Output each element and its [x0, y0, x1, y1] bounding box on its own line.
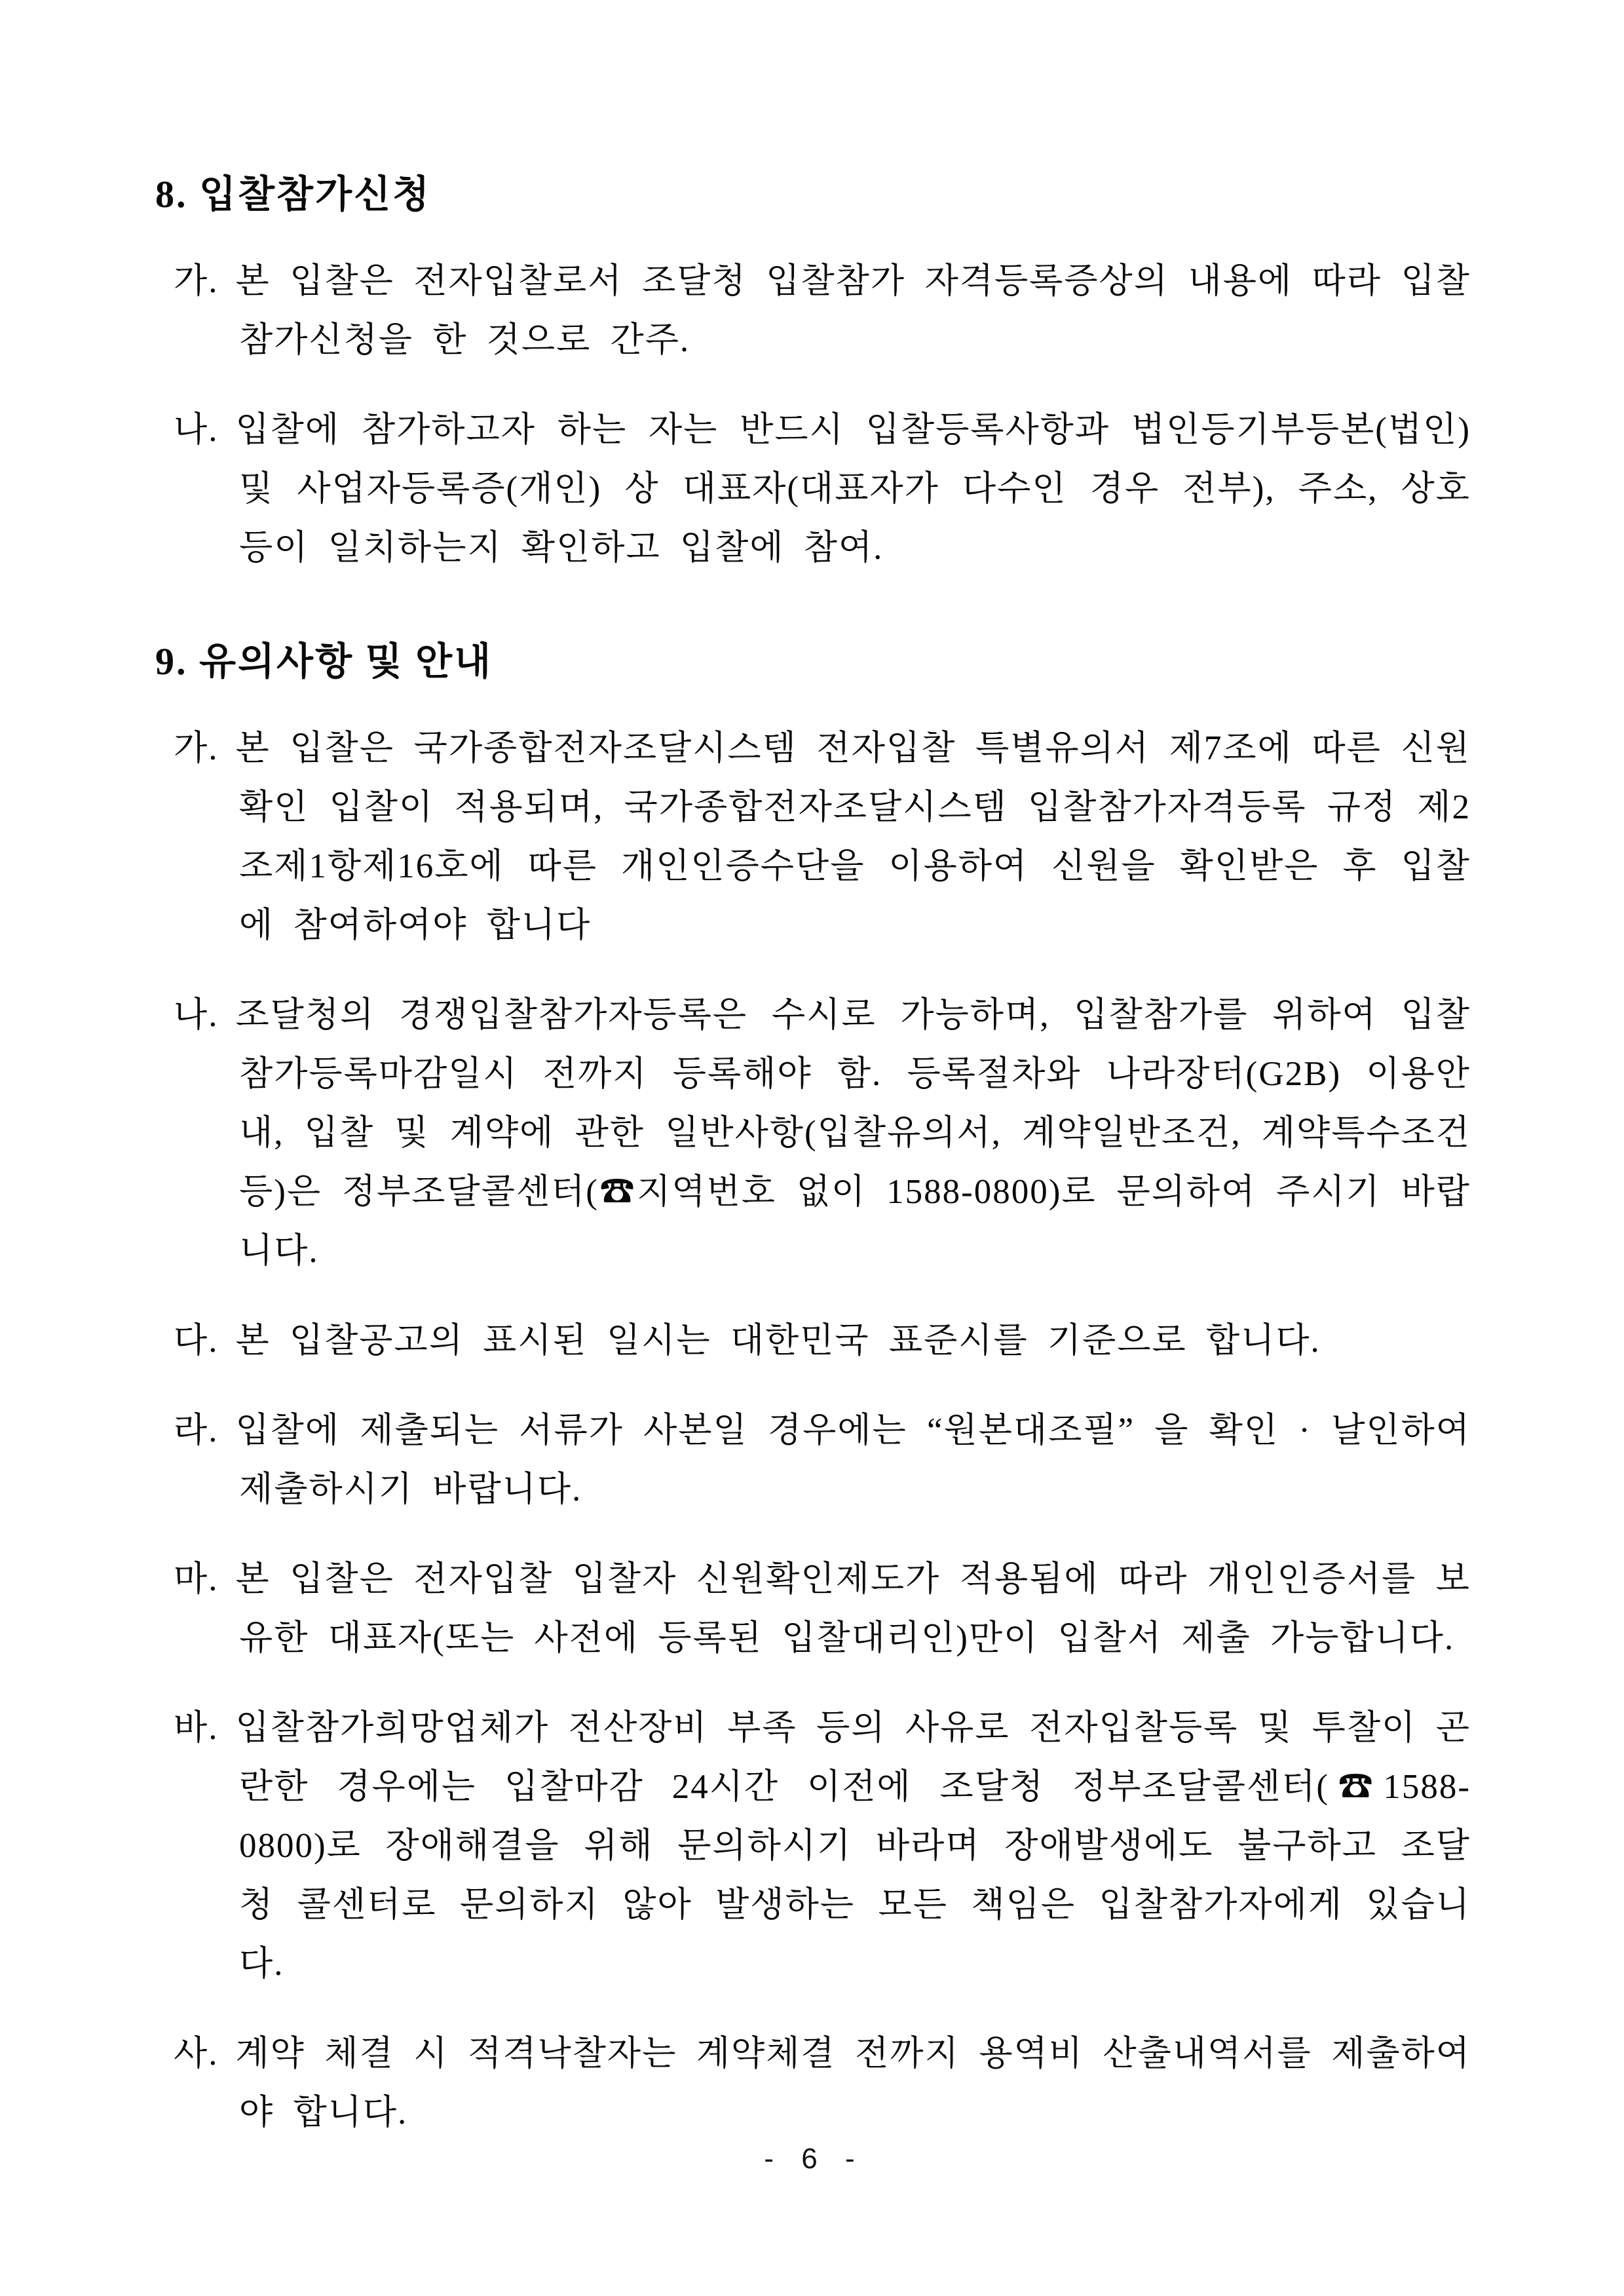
item-label: 나. — [174, 411, 219, 449]
list-item-9-ga — [155, 719, 1471, 955]
section-heading-9: 9. 유의사항 및 안내 — [155, 640, 493, 683]
item-label: 가. — [174, 262, 219, 300]
item-text: 본 입찰은 전자입찰로서 조달청 입찰참가 자격등록증상의 내용에 따라 입찰 참가신청을 한 것으로 간주. — [235, 262, 1471, 359]
item-label: 바. — [174, 1709, 219, 1747]
item-text: 본 입찰공고의 표시된 일시는 대한민국 표준시를 기준으로 합니다. — [235, 1322, 1321, 1360]
list-item-9-ra — [155, 1401, 1471, 1519]
item-label: 나. — [174, 996, 219, 1034]
item-text: 조달청의 경쟁입찰참가자등록은 수시로 가능하며, 입찰참가를 위하여 입찰 참가등록마감일시 전까지 등록해야 함. 등록절차와 나라장터(G2B) 이용안내, 입찰 및 계약에 관한 일반사항(입찰유의서, 계약일반조건, 계약특수조건 등)은 정부조달콜센터(☎지역번호 없이 1588-0800)로 문의하여 주시기 바랍니다. — [235, 996, 1471, 1270]
item-text: 입찰참가희망업체가 전산장비 부족 등의 사유로 전자입찰등록 및 투찰이 곤란한 경우에는 입찰마감 24시간 이전에 조달청 정부조달콜센터(☎1588-0800)로 장애해결을 위해 문의하시기 바라며 장애발생에도 불구하고 조달청 콜센터로 문의하지 않아 발생하는 모든 책임은 입찰참가자에게 있습니다. — [235, 1709, 1471, 1983]
section-notices — [155, 632, 1471, 2142]
item-text: 본 입찰은 전자입찰 입찰자 신원확인제도가 적용됨에 따라 개인인증서를 보유한 대표자(또는 사전에 등록된 입찰대리인)만이 입찰서 제출 가능합니다. — [235, 1560, 1471, 1657]
item-label: 사. — [174, 2035, 219, 2073]
item-label: 라. — [174, 1411, 219, 1449]
document-content — [155, 165, 1471, 2142]
section-bid-participation — [155, 165, 1471, 577]
list-item-8-ga — [155, 252, 1471, 370]
list-item-8-na — [155, 400, 1471, 577]
item-label: 가. — [174, 729, 219, 767]
list-item-9-ba — [155, 1698, 1471, 1993]
page-number: - 6 - — [764, 2143, 860, 2175]
section-heading-8: 8. 입찰참가신청 — [155, 173, 432, 216]
item-text: 계약 체결 시 적격낙찰자는 계약체결 전까지 용역비 산출내역서를 제출하여야 합니다. — [235, 2035, 1471, 2132]
item-text: 입찰에 참가하고자 하는 자는 반드시 입찰등록사항과 법인등기부등본(법인) 및 사업자등록증(개인) 상 대표자(대표자가 다수인 경우 전부), 주소, 상호 등이 일치하는지 확인하고 입찰에 참여. — [235, 411, 1471, 567]
list-item-9-ma — [155, 1550, 1471, 1668]
item-label: 다. — [174, 1322, 219, 1360]
list-item-9-sa — [155, 2024, 1471, 2142]
item-text: 본 입찰은 국가종합전자조달시스템 전자입찰 특별유의서 제7조에 따른 신원확인 입찰이 적용되며, 국가종합전자조달시스템 입찰참가자격등록 규정 제2조제1항제16호에 따른 개인인증수단을 이용하여 신원을 확인받은 후 입찰에 참여하여야 합니다 — [235, 729, 1471, 944]
list-item-9-da — [155, 1311, 1471, 1370]
list-item-9-na — [155, 985, 1471, 1280]
item-label: 마. — [174, 1560, 219, 1598]
item-text: 입찰에 제출되는 서류가 사본일 경우에는 “원본대조필” 을 확인 · 날인하여 제출하시기 바랍니다. — [235, 1411, 1471, 1508]
